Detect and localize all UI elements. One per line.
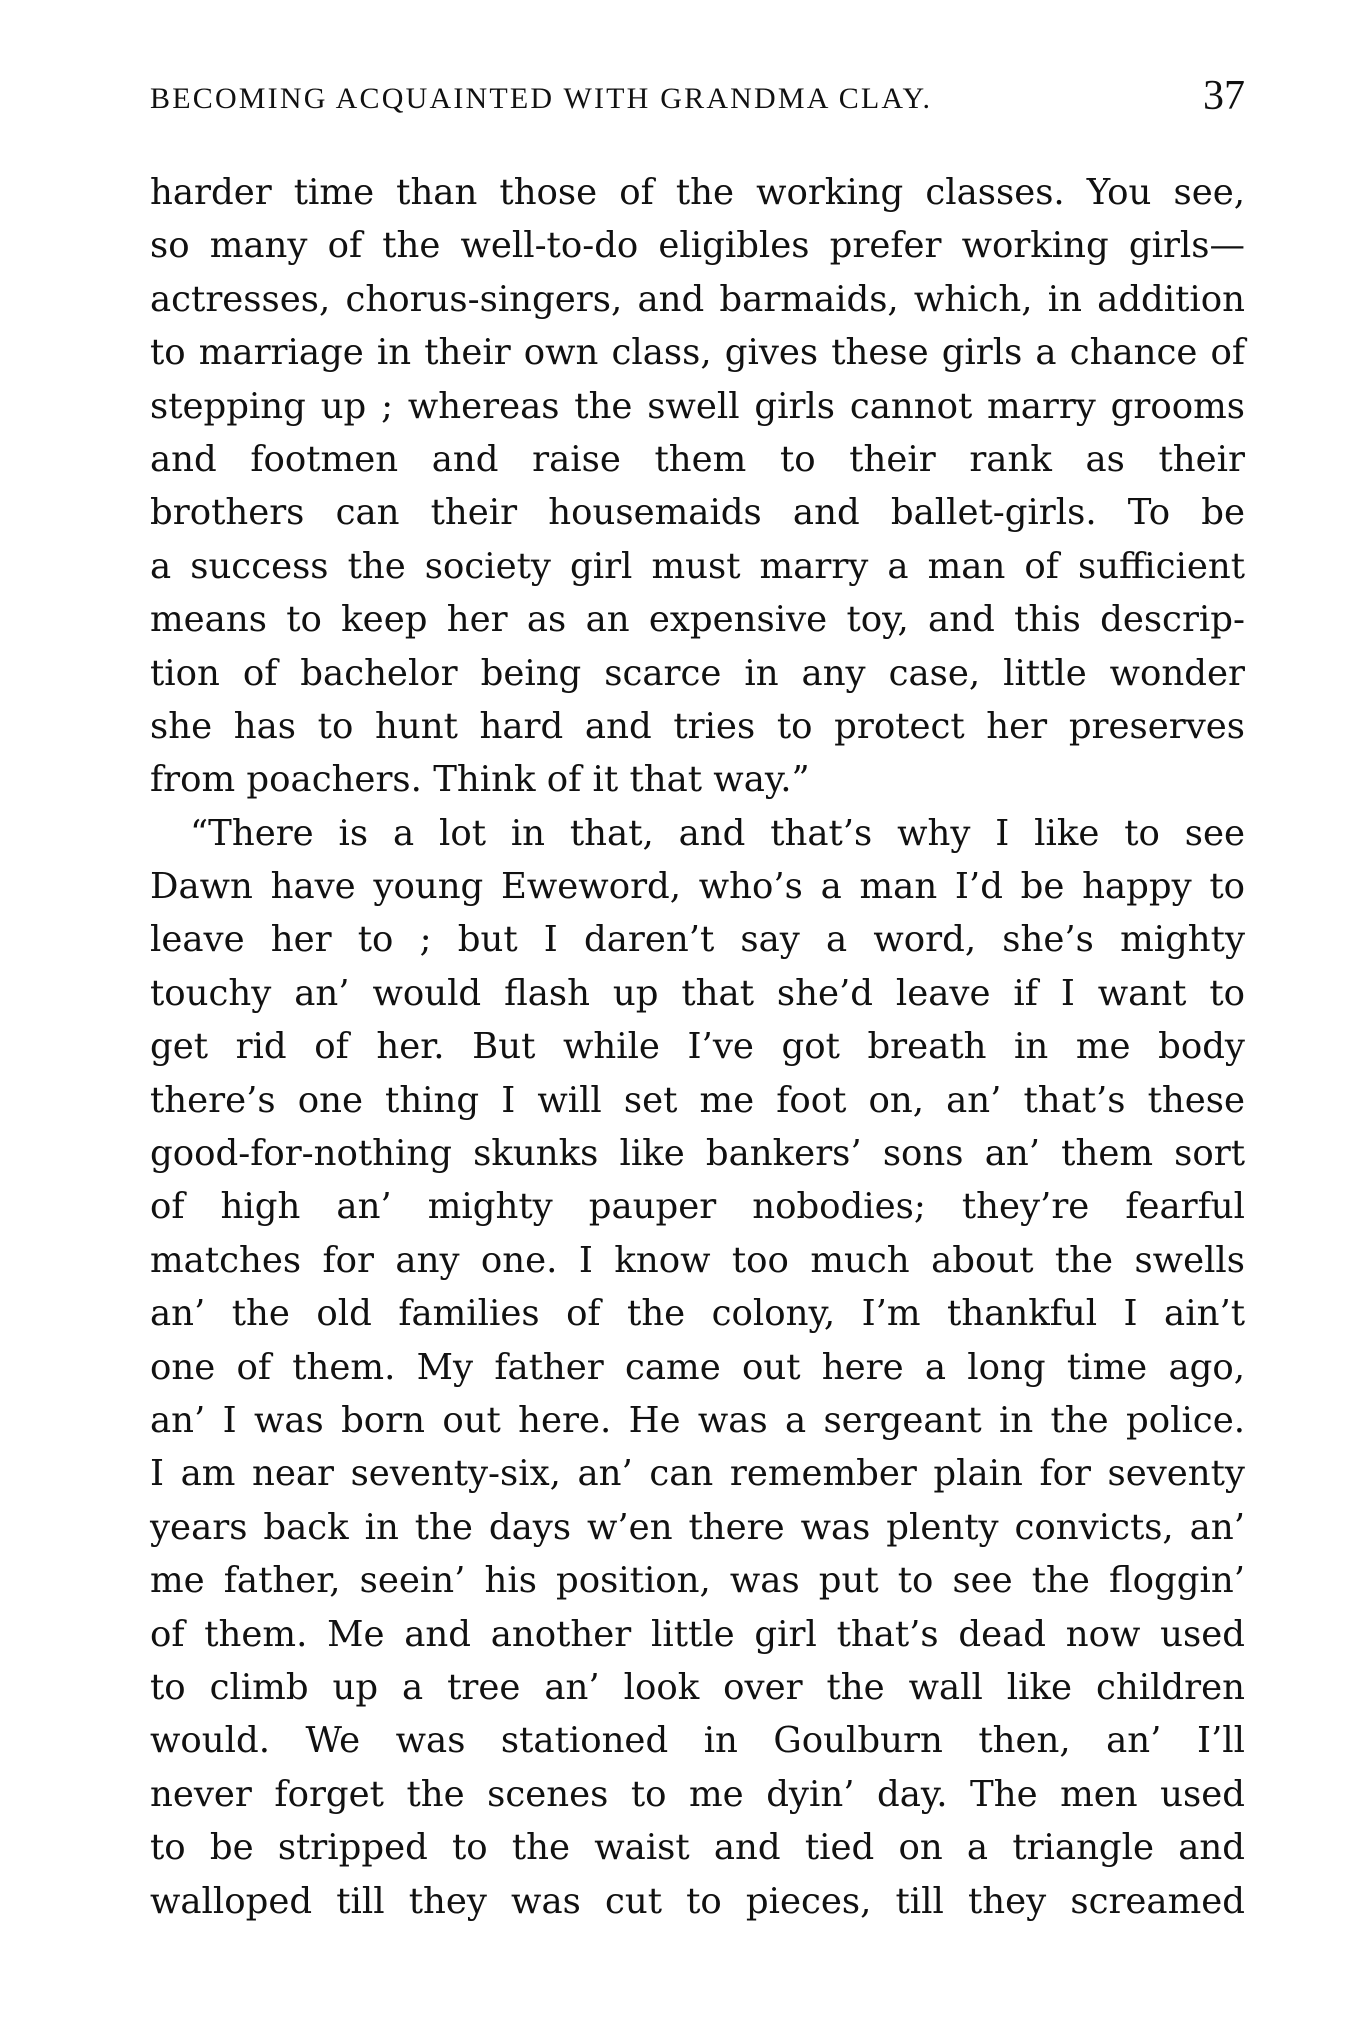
text-line: to climb up a tree an’ look over the wall like children [150,1666,1245,1708]
running-title: BECOMING ACQUAINTED WITH GRANDMA CLAY. [150,82,933,115]
page-header [150,72,1245,122]
text-line: to be stripped to the waist and tied on a triangle and [150,1827,1245,1869]
text-line: from poachers. Think of it that way.” [150,759,810,801]
text-line: leave her to ; but I daren’t say a word, she’s mighty [150,919,1245,961]
text-line: Dawn have young Eweword, who’s a man I’d be happy to [150,866,1245,908]
text-line: means to keep her as an expensive toy, and this descrip- [150,599,1245,641]
text-line: actresses, chorus-singers, and barmaids, which, in addition [150,278,1245,320]
page-number: 37 [1203,73,1245,119]
text-line: years back in the days w’en there was plenty convicts, an’ [150,1506,1245,1548]
text-line: brothers can their housemaids and ballet-girls. To be [150,492,1245,534]
text-line: an’ I was born out here. He was a sergeant in the police. [150,1399,1245,1441]
text-line: tion of bachelor being scarce in any case, little wonder [150,652,1245,694]
text-line: good-for-nothing skunks like bankers’ sons an’ them sort [150,1133,1245,1175]
text-line: harder time than those of the working classes. You see, [150,172,1245,213]
text-line: would. We was stationed in Goulburn then, an’ I’ll [150,1720,1245,1762]
text-line: matches for any one. I know too much about the swells [150,1239,1245,1281]
text-line: me father, seein’ his position, was put to see the floggin’ [150,1560,1245,1602]
text-line: to marriage in their own class, gives these girls a chance of [150,332,1245,374]
body-text [150,166,1245,1928]
text-line: touchy an’ would flash up that she’d leave if I want to [150,972,1245,1014]
text-line: of high an’ mighty pauper nobodies; they’re fearful [150,1186,1245,1228]
text-line: never forget the scenes to me dyin’ day. The men used [150,1773,1245,1815]
text-line: walloped till they was cut to pieces, till they screamed [150,1880,1245,1922]
text-line: there’s one thing I will set me foot on, an’ that’s these [150,1079,1245,1121]
text-line: a success the society girl must marry a man of sufficient [150,545,1245,587]
text-line: one of them. My father came out here a long time ago, [150,1346,1245,1388]
text-line: “There is a lot in that, and that’s why I like to see [190,812,1245,854]
text-line: stepping up ; whereas the swell girls cannot marry grooms [150,385,1245,427]
text-line: of them. Me and another little girl that’s dead now used [150,1613,1245,1655]
text-line: get rid of her. But while I’ve got breath in me body [150,1026,1245,1068]
text-line: so many of the well-to-do eligibles prefer working girls— [150,225,1245,267]
text-line: she has to hunt hard and tries to protect her preserves [150,705,1245,747]
text-line: and footmen and raise them to their rank as their [150,438,1245,480]
text-line: I am near seventy-six, an’ can remember plain for seventy [150,1453,1245,1495]
text-line: an’ the old families of the colony, I’m thankful I ain’t [150,1293,1245,1335]
